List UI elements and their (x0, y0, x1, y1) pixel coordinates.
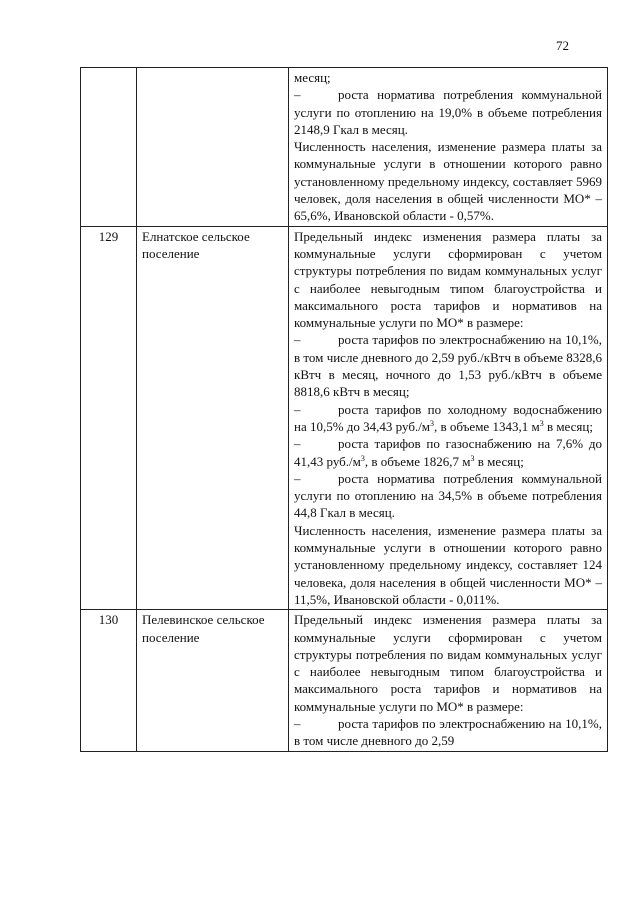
bullet-paragraph: – роста тарифов по газоснабжению на 7,6% до 41,43 $руб./м^3$, в объеме 1826,7 $м^3$ в месяц; (294, 436, 602, 469)
municipality-index-table (80, 67, 608, 752)
paragraph: Предельный индекс изменения размера платы за коммунальные услуги сформирован с учетом структуры потребления по видам коммунальных услуг с наиболее невыгодным типом благоустройства и максимального роста тарифов и нормативов на коммунальные услуги по МО* в размере: (294, 228, 602, 331)
description-cell (289, 68, 608, 227)
dash-marker: – (294, 87, 301, 103)
table-row (81, 226, 608, 610)
row-number-cell: 129 (81, 226, 137, 610)
paragraph: месяц; (294, 70, 331, 85)
bullet-paragraph: – роста тарифов по холодному водоснабжению на 10,5% до 34,43 $руб./м^3$, в объеме 1343,1 $м^3$ в месяц; (294, 401, 602, 434)
bullet-paragraph: – роста тарифов по электроснабжению на 10,1%, в том числе дневного до 2,59 руб./кВтч в объеме 8328,6 кВтч в месяц, ночного до 1,53 руб./кВтч в объеме 8818,6 кВтч в месяц; (294, 332, 602, 400)
page-number: 72 (556, 38, 569, 53)
description-cell (289, 226, 608, 610)
dash-marker: – (294, 401, 301, 417)
table-row (81, 68, 608, 227)
dash-marker: – (294, 436, 301, 452)
municipality-name-cell (137, 68, 289, 227)
dash-marker: – (294, 470, 301, 486)
paragraph: Численность населения, изменение размера платы за коммунальные услуги в отношении которого равно установленному предельному индексу, составляет 124 человека, доля населения в общей численности МО* – 11,5%, Ивановской области - 0,011%. (294, 522, 602, 607)
municipality-name-cell: Елнатское сельское поселение (137, 226, 289, 610)
bullet-paragraph: – роста тарифов по электроснабжению на 10,1%, в том числе дневного до 2,59 (294, 715, 602, 749)
row-number-cell (81, 68, 137, 227)
municipality-name-cell: Пелевинское сельское поселение (137, 610, 289, 751)
paragraph: Численность населения, изменение размера платы за коммунальные услуги в отношении которого равно установленному предельному индексу, составляет 5969 человек, доля населения в общей численности МО* – 65,6%, Ивановской области - 0,57%. (294, 139, 602, 224)
dash-marker: – (294, 715, 301, 731)
description-cell (289, 610, 608, 751)
table-row (81, 610, 608, 751)
paragraph: Предельный индекс изменения размера платы за коммунальные услуги сформирован с учетом структуры потребления по видам коммунальных услуг с наиболее невыгодным типом благоустройства и максимального роста тарифов и нормативов на коммунальные услуги по МО* в размере: (294, 612, 602, 714)
bullet-paragraph: – роста норматива потребления коммунальной услуги по отоплению на 19,0% в объеме потребления 2148,9 Гкал в месяц. (294, 87, 602, 137)
bullet-paragraph: – роста норматива потребления коммунальной услуги по отоплению на 34,5% в объеме потребления 44,8 Гкал в месяц. (294, 470, 602, 521)
dash-marker: – (294, 332, 301, 348)
row-number-cell: 130 (81, 610, 137, 751)
